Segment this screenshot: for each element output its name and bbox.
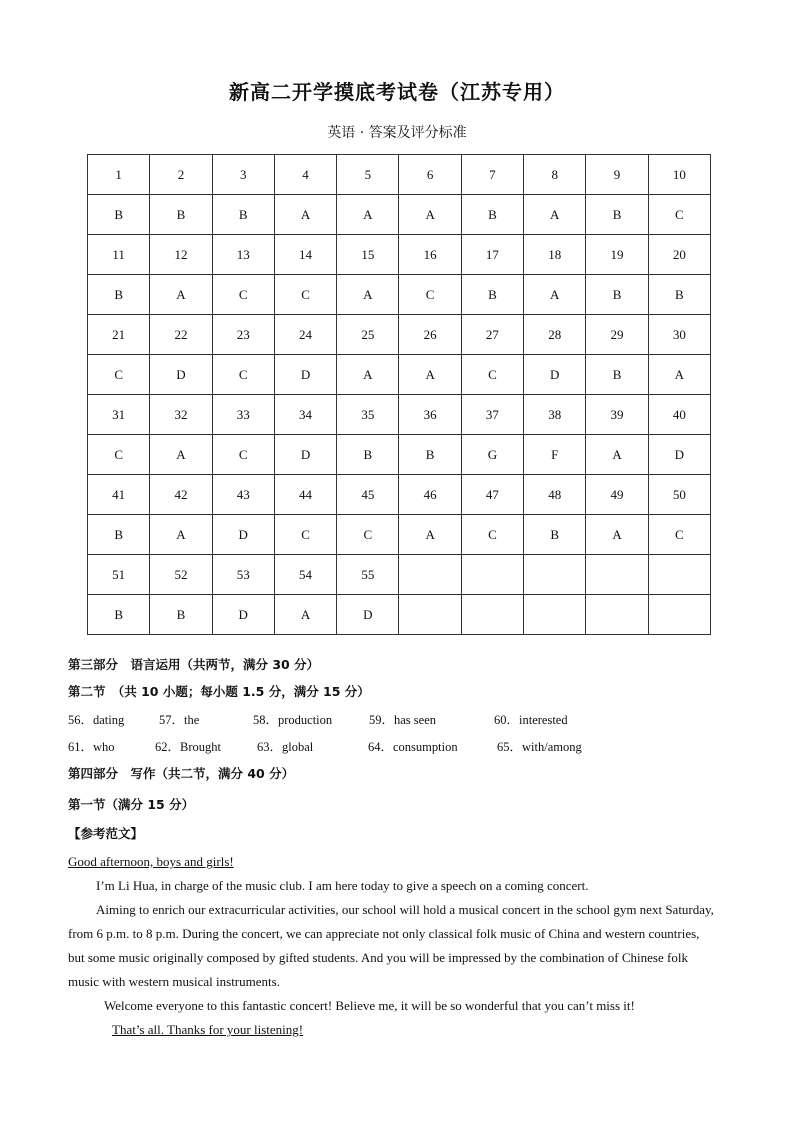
- question-number-cell: 37: [461, 395, 523, 435]
- question-number-cell: 17: [461, 235, 523, 275]
- answer-key-cell: D: [524, 355, 586, 395]
- answer-key-cell: A: [337, 275, 399, 315]
- question-number-cell: 34: [274, 395, 336, 435]
- question-number-cell: [461, 555, 523, 595]
- part3-heading: 第三部分 语言运用（共两节，满分 30 分）: [68, 657, 320, 672]
- answer-key-cell: D: [337, 595, 399, 635]
- answer-key-row: [88, 275, 711, 315]
- question-number-cell: 44: [274, 475, 336, 515]
- answer-key-cell: A: [150, 275, 212, 315]
- answer-key-cell: A: [274, 195, 336, 235]
- question-number-row: [88, 155, 711, 195]
- question-number-cell: 36: [399, 395, 461, 435]
- sample-essay: [68, 850, 718, 1042]
- answer-key-cell: C: [648, 195, 710, 235]
- question-number-cell: [648, 555, 710, 595]
- answer-key-cell: C: [337, 515, 399, 555]
- answer-key-cell: A: [399, 355, 461, 395]
- answer-key-row: [88, 435, 711, 475]
- question-number-cell: 26: [399, 315, 461, 355]
- answer-key-cell: [586, 595, 648, 635]
- essay-paragraph-3: Welcome everyone to this fantastic concert! Believe me, it will be so wonderful that you can’t miss it!: [104, 998, 635, 1013]
- answer-key-cell: A: [524, 275, 586, 315]
- question-number-row: [88, 315, 711, 355]
- question-number-cell: 54: [274, 555, 336, 595]
- answer-key-cell: A: [586, 435, 648, 475]
- answer-key-cell: C: [212, 275, 274, 315]
- question-number-row: [88, 395, 711, 435]
- answer-key-cell: C: [648, 515, 710, 555]
- answer-key-cell: D: [150, 355, 212, 395]
- answer-key-row: [88, 595, 711, 635]
- answer-key-cell: B: [88, 275, 150, 315]
- fill-answer: 65．with/among: [497, 740, 582, 754]
- answer-key-cell: B: [88, 595, 150, 635]
- answer-key-cell: C: [461, 515, 523, 555]
- question-number-cell: 31: [88, 395, 150, 435]
- question-number-cell: 22: [150, 315, 212, 355]
- question-number-cell: 2: [150, 155, 212, 195]
- answer-key-cell: A: [274, 595, 336, 635]
- question-number-cell: 38: [524, 395, 586, 435]
- question-number-row: [88, 475, 711, 515]
- page-title: 新高二开学摸底考试卷（江苏专用）: [229, 80, 565, 104]
- question-number-cell: [524, 555, 586, 595]
- answer-key-cell: B: [524, 515, 586, 555]
- answer-key-cell: D: [274, 435, 336, 475]
- question-number-row: [88, 235, 711, 275]
- answer-table: [87, 154, 711, 635]
- question-number-cell: 9: [586, 155, 648, 195]
- question-number-cell: 32: [150, 395, 212, 435]
- answer-key-cell: C: [212, 435, 274, 475]
- question-number-cell: 14: [274, 235, 336, 275]
- question-number-cell: 55: [337, 555, 399, 595]
- essay-closing-text: That’s all. Thanks for your listening!: [112, 1022, 304, 1037]
- section1-heading: 第一节（满分 15 分）: [68, 797, 195, 812]
- question-number-cell: 24: [274, 315, 336, 355]
- answer-key-cell: B: [648, 275, 710, 315]
- fill-answer: 57．the: [159, 713, 200, 727]
- fill-answer: 58．production: [253, 713, 333, 727]
- fill-answer: 61．who: [68, 740, 115, 754]
- essay-paragraph-1: I’m Li Hua, in charge of the music club. I am here today to give a speech on a coming concert.: [96, 878, 589, 893]
- answer-key-row: [88, 355, 711, 395]
- question-number-cell: 4: [274, 155, 336, 195]
- answer-key-cell: [399, 595, 461, 635]
- answer-key-cell: B: [586, 355, 648, 395]
- question-number-cell: 25: [337, 315, 399, 355]
- answer-key-cell: G: [461, 435, 523, 475]
- answer-key-cell: C: [274, 515, 336, 555]
- answer-key-cell: A: [399, 515, 461, 555]
- answer-key-cell: A: [524, 195, 586, 235]
- answer-key-cell: B: [461, 275, 523, 315]
- answer-key-cell: B: [461, 195, 523, 235]
- answer-key-cell: C: [274, 275, 336, 315]
- answer-key-cell: F: [524, 435, 586, 475]
- answer-key-cell: [524, 595, 586, 635]
- fill-answer: 63．global: [257, 740, 314, 754]
- question-number-cell: 42: [150, 475, 212, 515]
- question-number-cell: 16: [399, 235, 461, 275]
- sample-essay-heading: 【参考范文】: [68, 826, 144, 841]
- answer-key-cell: C: [461, 355, 523, 395]
- answer-key-cell: C: [88, 355, 150, 395]
- answer-key-cell: A: [337, 355, 399, 395]
- question-number-cell: 18: [524, 235, 586, 275]
- question-number-cell: 50: [648, 475, 710, 515]
- answer-key-cell: B: [150, 195, 212, 235]
- answer-key-row: [88, 515, 711, 555]
- answer-key-cell: A: [586, 515, 648, 555]
- question-number-cell: 6: [399, 155, 461, 195]
- fill-answer: 60．interested: [494, 713, 568, 727]
- question-number-cell: 10: [648, 155, 710, 195]
- question-number-cell: 13: [212, 235, 274, 275]
- question-number-cell: 53: [212, 555, 274, 595]
- question-number-cell: 45: [337, 475, 399, 515]
- question-number-cell: 35: [337, 395, 399, 435]
- question-number-cell: 23: [212, 315, 274, 355]
- question-number-cell: 51: [88, 555, 150, 595]
- fill-answer: 59．has seen: [369, 713, 436, 727]
- answer-key-cell: B: [150, 595, 212, 635]
- essay-closing: [68, 1018, 718, 1042]
- answer-key-cell: B: [399, 435, 461, 475]
- answer-key-cell: C: [88, 435, 150, 475]
- question-number-cell: 1: [88, 155, 150, 195]
- answer-key-cell: D: [648, 435, 710, 475]
- question-number-row: [88, 555, 711, 595]
- answer-key-cell: C: [212, 355, 274, 395]
- question-number-cell: 15: [337, 235, 399, 275]
- question-number-cell: [586, 555, 648, 595]
- question-number-cell: 46: [399, 475, 461, 515]
- essay-paragraph-2: Aiming to enrich our extracurricular activities, our school will hold a musical concert in the school gym next Saturday, from 6 p.m. to 8 p.m. During the concert, we can appreciate not only classical folk music of China and western countries, but some music originally composed by gifted students. And you will be impressed by the combination of Chinese folk music with western musical instruments.: [68, 902, 714, 989]
- question-number-cell: 7: [461, 155, 523, 195]
- answer-key-cell: D: [274, 355, 336, 395]
- question-number-cell: 33: [212, 395, 274, 435]
- answer-key-cell: D: [212, 595, 274, 635]
- answer-key-cell: A: [150, 515, 212, 555]
- part4-heading: 第四部分 写作（共二节，满分 40 分）: [68, 766, 295, 781]
- question-number-cell: 47: [461, 475, 523, 515]
- question-number-cell: 41: [88, 475, 150, 515]
- answer-key-cell: B: [586, 275, 648, 315]
- question-number-cell: 20: [648, 235, 710, 275]
- question-number-cell: 40: [648, 395, 710, 435]
- fill-answer: 64．consumption: [368, 740, 458, 754]
- fill-answer: 56．dating: [68, 713, 125, 727]
- fill-answer: 62．Brought: [155, 740, 221, 754]
- question-number-cell: 3: [212, 155, 274, 195]
- question-number-cell: 19: [586, 235, 648, 275]
- answer-key-cell: A: [648, 355, 710, 395]
- question-number-cell: 39: [586, 395, 648, 435]
- question-number-cell: 30: [648, 315, 710, 355]
- question-number-cell: 48: [524, 475, 586, 515]
- essay-greeting: Good afternoon, boys and girls!: [68, 854, 234, 869]
- question-number-cell: 52: [150, 555, 212, 595]
- question-number-cell: 27: [461, 315, 523, 355]
- question-number-cell: [399, 555, 461, 595]
- answer-key-cell: A: [337, 195, 399, 235]
- answer-key-row: [88, 195, 711, 235]
- question-number-cell: 11: [88, 235, 150, 275]
- answer-key-cell: [648, 595, 710, 635]
- answer-key-cell: B: [586, 195, 648, 235]
- answer-key-cell: B: [337, 435, 399, 475]
- question-number-cell: 12: [150, 235, 212, 275]
- answer-key-cell: B: [88, 515, 150, 555]
- question-number-cell: 5: [337, 155, 399, 195]
- answer-key-cell: D: [212, 515, 274, 555]
- question-number-cell: 29: [586, 315, 648, 355]
- question-number-cell: 21: [88, 315, 150, 355]
- section2-heading: 第二节 （共 10 小题；每小题 1.5 分，满分 15 分）: [68, 684, 370, 699]
- answer-key-cell: A: [150, 435, 212, 475]
- question-number-cell: 43: [212, 475, 274, 515]
- answer-key-cell: [461, 595, 523, 635]
- question-number-cell: 8: [524, 155, 586, 195]
- question-number-cell: 28: [524, 315, 586, 355]
- answer-key-cell: B: [212, 195, 274, 235]
- page-subtitle: 英语 · 答案及评分标准: [327, 125, 467, 141]
- answer-key-cell: A: [399, 195, 461, 235]
- answer-key-cell: B: [88, 195, 150, 235]
- answer-key-cell: C: [399, 275, 461, 315]
- question-number-cell: 49: [586, 475, 648, 515]
